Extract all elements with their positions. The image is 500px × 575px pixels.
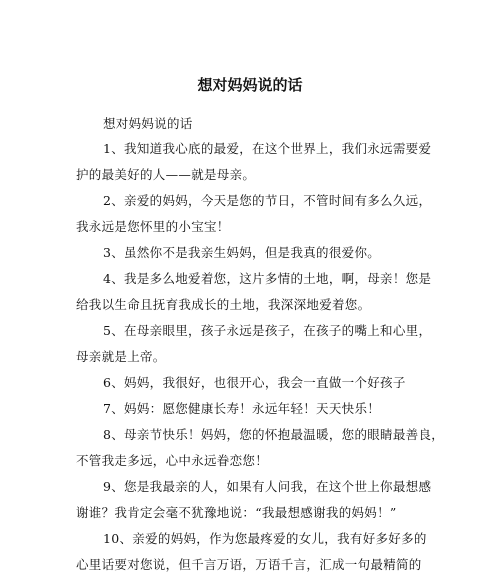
paragraph-8-line-2: 不管我走多远，心中永远眷恋您！ (76, 453, 269, 468)
paragraph-7-line-1: 7、妈妈：愿您健康长寿！永远年轻！天天快乐！ (103, 401, 381, 416)
paragraph-3-line-1: 3、虽然你不是我亲生妈妈，但是我真的很爱你。 (103, 245, 381, 260)
paragraph-2-line-1: 2、亲爱的妈妈，今天是您的节日，不管时间有多么久远， (103, 193, 432, 208)
paragraph-5-line-2: 母亲就是上帝。 (76, 349, 166, 364)
document-title: 想对妈妈说的话 (197, 76, 303, 94)
paragraph-10-line-2: 心里话要对您说，但千言万语，万语千言，汇成一句最精简的 (76, 557, 422, 572)
paragraph-5-line-1: 5、在母亲眼里，孩子永远是孩子，在孩子的嘴上和心里， (103, 323, 432, 338)
paragraph-2-line-2: 我永远是您怀里的小宝宝！ (76, 219, 230, 234)
paragraph-8-line-1: 8、母亲节快乐！妈妈，您的怀抱最温暖，您的眼睛最善良， (103, 427, 445, 442)
paragraph-9-line-2: 谢谁？我肯定会毫不犹豫地说：“我最想感谢我的妈妈！” (76, 505, 397, 520)
paragraph-4-line-2: 给我以生命且抚育我成长的土地，我深深地爱着您。 (76, 297, 371, 312)
paragraph-10-line-1: 10、亲爱的妈妈，作为您最疼爱的女儿，我有好多好多的 (103, 531, 427, 546)
paragraph-6-line-1: 6、妈妈，我很好，也很开心，我会一直做一个好孩子 (103, 375, 406, 390)
paragraph-1-line-2: 护的最美好的人——就是母亲。 (76, 167, 256, 182)
document-subtitle: 想对妈妈说的话 (103, 116, 193, 131)
paragraph-9-line-1: 9、您是我最亲的人，如果有人问我，在这个世上你最想感 (103, 479, 432, 494)
paragraph-1-line-1: 1、我知道我心底的最爱，在这个世界上，我们永远需要爱 (103, 141, 432, 156)
paragraph-4-line-1: 4、我是多么地爱着您，这片多情的土地，啊，母亲！您是 (103, 271, 432, 286)
